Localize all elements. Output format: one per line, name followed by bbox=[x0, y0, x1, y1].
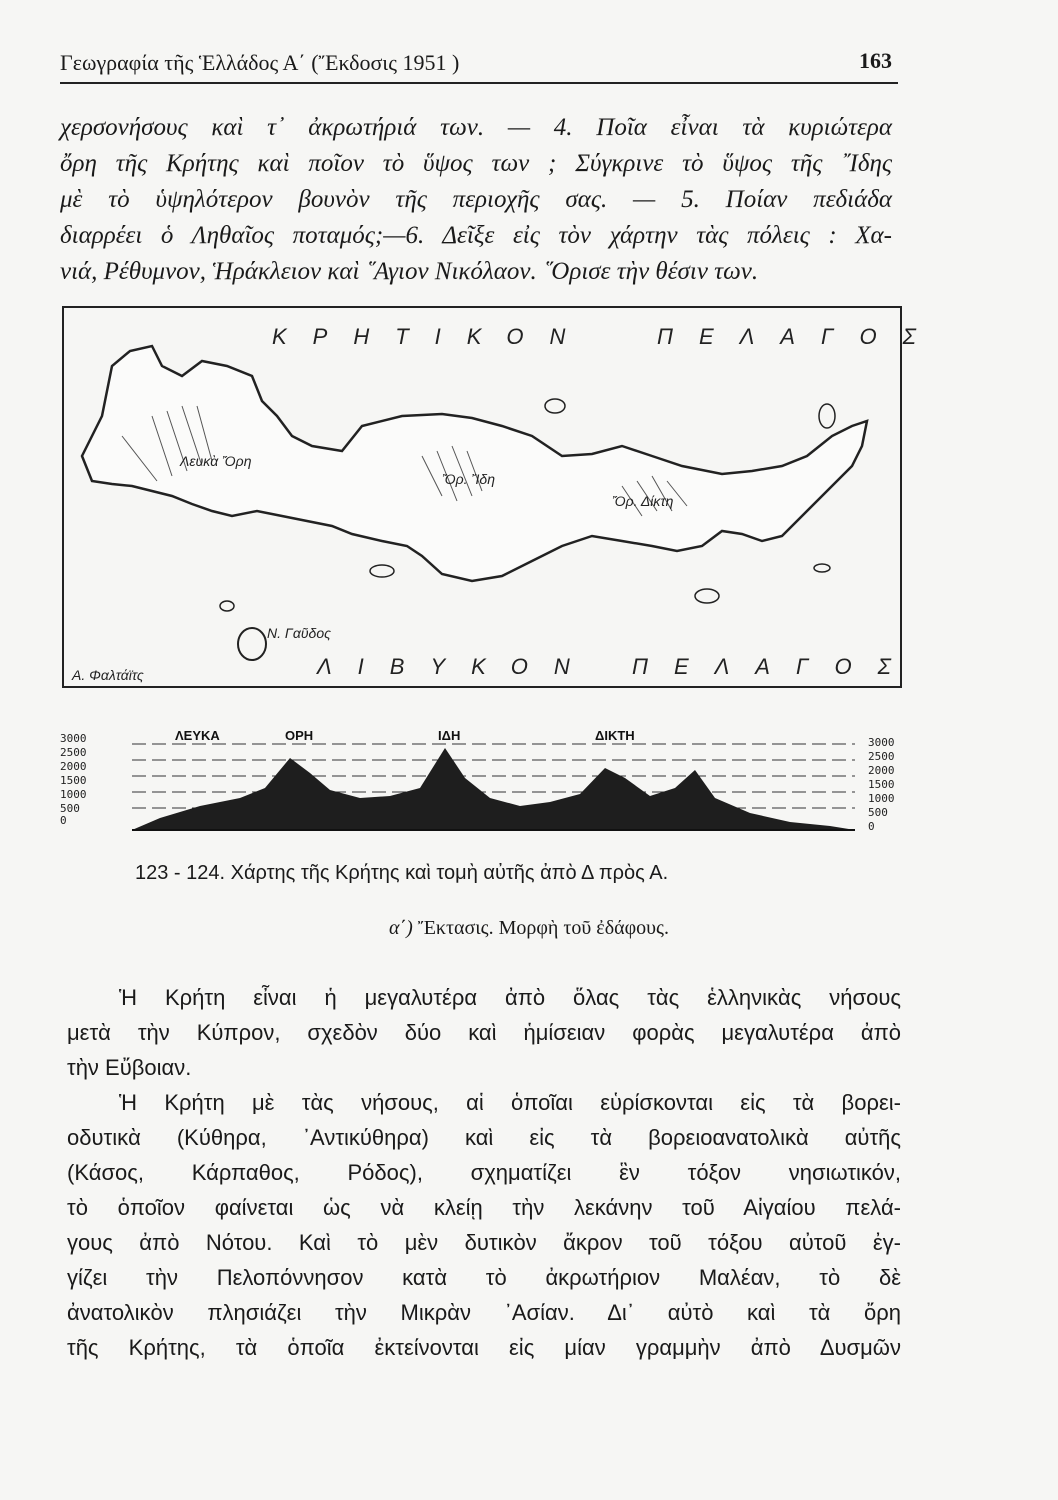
label-gavdos: Ν. Γαῦδος bbox=[267, 625, 331, 641]
section-title: Ἔκτασις. Μορφὴ τοῦ ἐδάφους. bbox=[417, 917, 669, 939]
question-line: μὲ τὸ ὑψηλότερον βουνὸν τῆς περιοχῆς σας. — 5. Ποίαν πεδιάδα bbox=[60, 186, 892, 213]
body-line: Ἡ Κρήτη μὲ τὰς νήσους, αἱ ὁποῖαι εὑρίσκονται εἰς τὰ βορει- bbox=[119, 1090, 901, 1115]
section-heading bbox=[0, 917, 1058, 940]
body-line: μετὰ τὴν Κύπρον, σχεδὸν δύο καὶ ἡμίσειαν φορὰς μεγαλυτέρα ἀπὸ bbox=[67, 1020, 901, 1045]
body-line: γους ἀπὸ Νότου. Καὶ τὸ μὲν δυτικὸν ἄκρον τοῦ τόξου αὐτοῦ ἐγ- bbox=[67, 1230, 901, 1255]
islet bbox=[220, 601, 234, 611]
left-tick: 3000 bbox=[60, 732, 87, 745]
right-tick: 3000 bbox=[868, 736, 895, 749]
body-line: τὸ ὁποῖον φαίνεται ὡς νὰ κλείῃ τὴν λεκάνην τοῦ Αἰγαίου πελά- bbox=[67, 1195, 901, 1220]
label-dikti: Ὄρ. Δίκτη bbox=[612, 493, 674, 509]
running-title: Γεωγραφία τῆς Ἑλλάδος Α΄ (Ἔκδοσις 1951 ) bbox=[60, 50, 460, 75]
islet bbox=[695, 589, 719, 603]
page-number: 163 bbox=[859, 48, 892, 73]
question-line: ὄρη τῆς Κρήτης καὶ ποῖον τὸ ὕψος των ; Σύγκρινε τὸ ὕψος τῆς ῎Ιδης bbox=[60, 150, 892, 177]
elevation-profile bbox=[60, 718, 910, 840]
left-tick: 2000 bbox=[60, 760, 87, 773]
sea-label-north: ΚΡΗΤΙΚΟΝ bbox=[272, 324, 592, 349]
islet bbox=[814, 564, 830, 572]
body-paragraphs bbox=[67, 980, 901, 1365]
question-line: διαρρέει ὁ Ληθαῖος ποταμός;—6. Δεῖξε εἰς τὸν χάρτην τὰς πόλεις : Χα- bbox=[60, 222, 892, 249]
question-line: νιά, Ρέθυμνον, Ἡράκλειον καὶ ῞Αγιον Νικόλαον. ῞Ορισε τὴν θέσιν των. bbox=[60, 258, 759, 285]
islet bbox=[545, 399, 565, 413]
gavdos-island bbox=[238, 628, 266, 660]
left-scale bbox=[60, 732, 87, 827]
header-rule bbox=[60, 82, 898, 84]
section-marker: α΄) bbox=[389, 917, 413, 939]
question-line: χερσονήσους καὶ τ᾽ ἀκρωτήριά των. — 4. Ποῖα εἶναι τὰ κυριώτερα bbox=[60, 114, 892, 141]
left-tick: 1000 bbox=[60, 788, 87, 801]
elevation-profile-figure bbox=[60, 718, 910, 840]
left-tick: 1500 bbox=[60, 774, 87, 787]
crete-map bbox=[62, 306, 942, 688]
sea-label-south-2: ΠΕΛΑΓΟΣ bbox=[632, 654, 917, 679]
page-header bbox=[60, 44, 898, 84]
map-credit: Α. Φαλτάϊτς bbox=[72, 667, 144, 683]
body-line: (Κάσος, Κάρπαθος, Ρόδος), σχηματίζει ἓν τόξον νησιωτικόν, bbox=[67, 1160, 901, 1185]
right-tick: 2000 bbox=[868, 764, 895, 777]
sea-label-south: ΛΙΒΥΚΟΝ bbox=[317, 654, 596, 679]
peak-label: ΟΡΗ bbox=[285, 728, 314, 743]
right-tick: 500 bbox=[868, 806, 888, 819]
sea-label-north-2: ΠΕΛΑΓΟΣ bbox=[657, 324, 942, 349]
label-ida: Ὄρ. Ἴδη bbox=[442, 471, 495, 487]
peak-label: ΛΕΥΚΑ bbox=[175, 728, 220, 743]
left-tick: 0 bbox=[60, 814, 67, 827]
body-line: οδυτικὰ (Κύθηρα, ᾿Αντικύθηρα) καὶ εἰς τὰ βορειοανατολικὰ αὐτῆς bbox=[67, 1125, 901, 1150]
body-line: τῆς Κρήτης, τὰ ὁποῖα ἐκτείνονται εἰς μίαν γραμμὴν ἀπὸ Δυσμῶν bbox=[67, 1335, 901, 1360]
islet bbox=[370, 565, 394, 577]
peak-label: ΔΙΚΤΗ bbox=[595, 728, 635, 743]
crete-map-figure bbox=[62, 306, 942, 688]
right-tick: 0 bbox=[868, 820, 875, 833]
body-line: Ἡ Κρήτη εἶναι ἡ μεγαλυτέρα ἀπὸ ὅλας τὰς ἑλληνικὰς νήσους bbox=[119, 985, 901, 1010]
body-line: γίζει τὴν Πελοπόννησον κατὰ τὸ ἀκρωτήριον Μαλέαν, τὸ δὲ bbox=[67, 1265, 901, 1290]
body-line: τὴν Εὔβοιαν. bbox=[67, 1055, 192, 1080]
figure-caption: 123 - 124. Χάρτης τῆς Κρήτης καὶ τομὴ αὐτῆς ἀπὸ Δ πρὸς Α. bbox=[135, 862, 669, 884]
right-scale bbox=[868, 736, 895, 833]
right-tick: 2500 bbox=[868, 750, 895, 763]
body-line: ἀνατολικὸν πλησιάζει τὴν Μικρὰν ᾿Ασίαν. Δι᾽ αὐτὸ καὶ τὰ ὄρη bbox=[67, 1300, 901, 1325]
islet bbox=[819, 404, 835, 428]
label-lefka-ori: Λευκὰ Ὄρη bbox=[180, 453, 252, 469]
peak-label: ΙΔΗ bbox=[438, 728, 461, 743]
right-tick: 1000 bbox=[868, 792, 895, 805]
right-tick: 1500 bbox=[868, 778, 895, 791]
left-tick: 500 bbox=[60, 802, 80, 815]
left-tick: 2500 bbox=[60, 746, 87, 759]
exercise-questions bbox=[60, 110, 892, 290]
